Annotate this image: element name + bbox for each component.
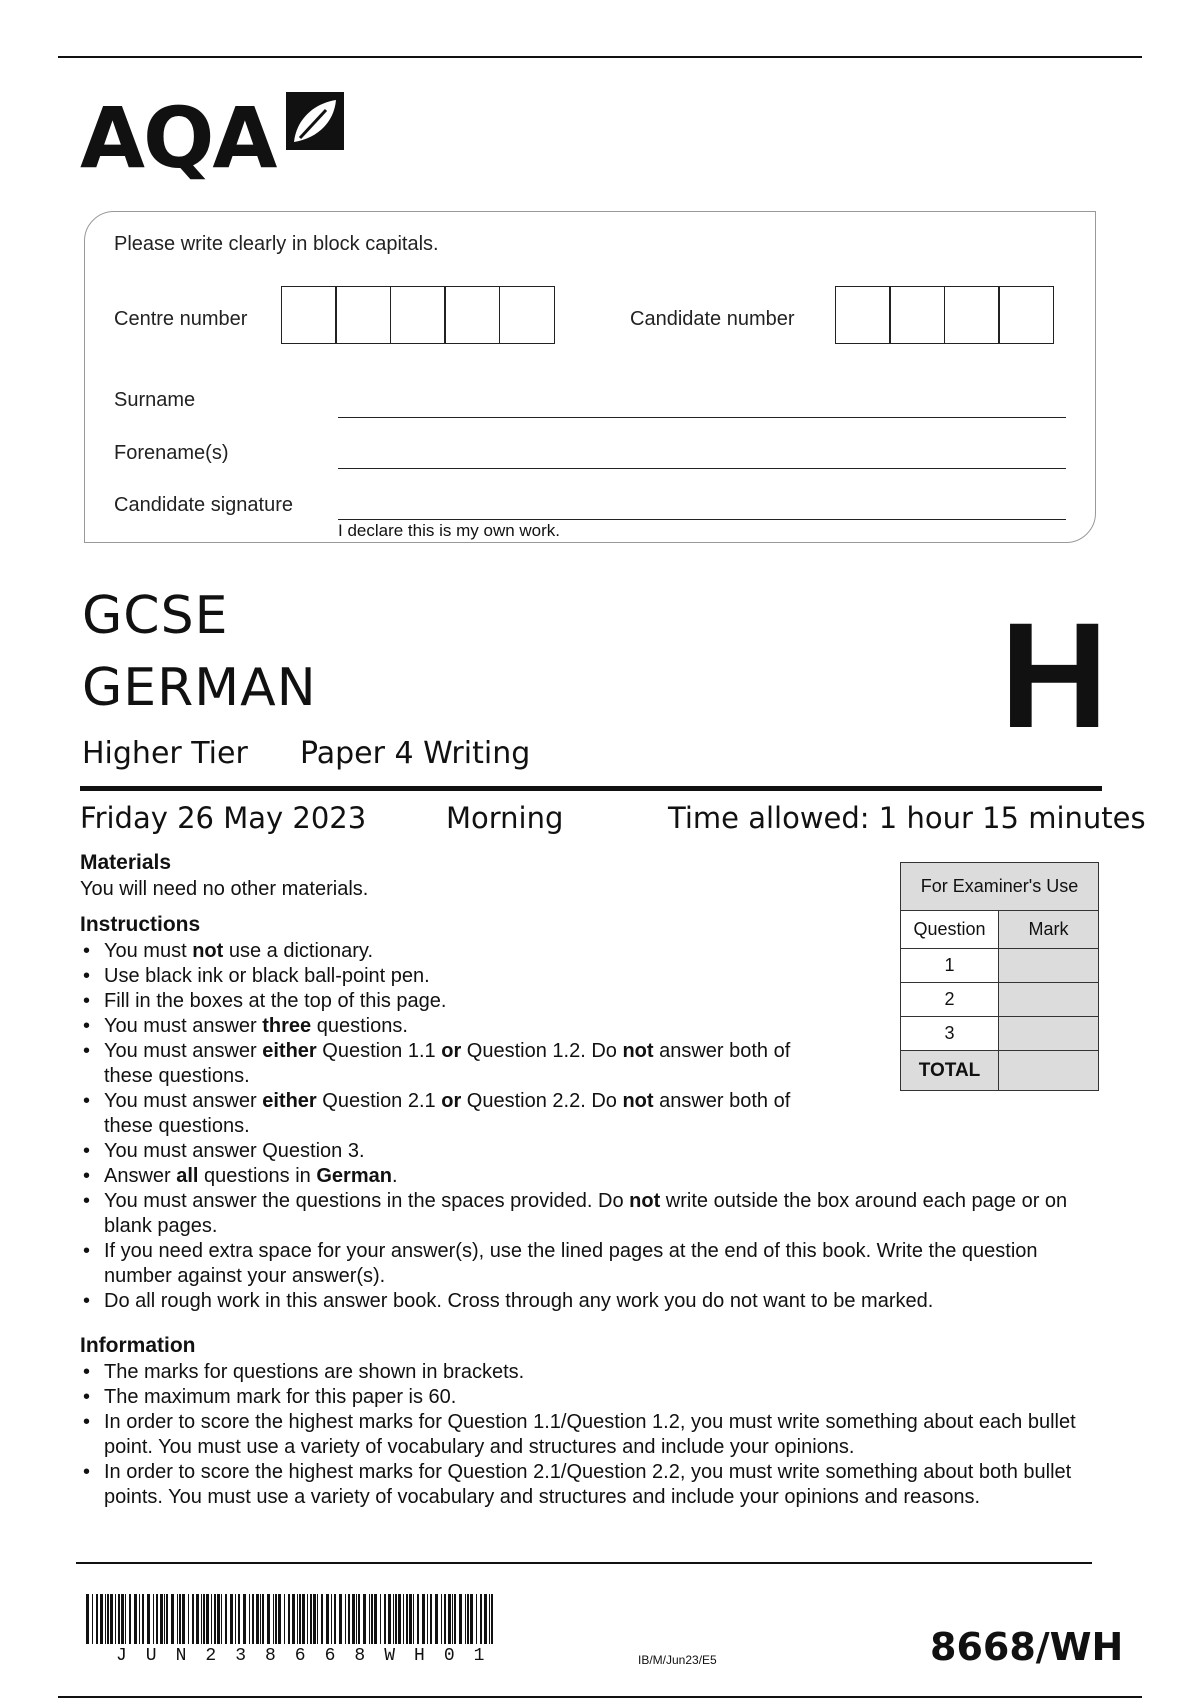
barcode-bar bbox=[334, 1594, 336, 1644]
instruction-item: • Do all rough work in this answer book. Cross through any work you do not want to be marked. bbox=[80, 1289, 1104, 1314]
centre-digit-box[interactable] bbox=[390, 286, 446, 344]
aqa-logo bbox=[80, 88, 350, 188]
instruction-item: • You must answer either Question 1.1 or Question 1.2. Do not answer both of these questions. bbox=[80, 1039, 844, 1089]
barcode-bar bbox=[427, 1594, 428, 1644]
top-rule bbox=[58, 56, 1142, 58]
barcode-bar bbox=[480, 1594, 482, 1644]
barcode-bar bbox=[182, 1594, 185, 1644]
barcode-bar bbox=[380, 1594, 381, 1644]
barcode-bar bbox=[134, 1594, 137, 1644]
barcode-bar bbox=[156, 1594, 158, 1644]
barcode-bar bbox=[256, 1594, 259, 1644]
surname-label: Surname bbox=[114, 389, 196, 411]
barcode-bar bbox=[129, 1594, 131, 1644]
barcode-bar bbox=[371, 1594, 373, 1644]
barcode-bar bbox=[413, 1594, 414, 1644]
barcode-bar bbox=[273, 1594, 274, 1644]
barcode-bar bbox=[352, 1594, 355, 1644]
barcode-bar bbox=[321, 1594, 323, 1644]
barcode-bar bbox=[299, 1594, 301, 1644]
barcode-bar bbox=[107, 1594, 109, 1644]
barcode-bar bbox=[348, 1594, 350, 1644]
barcode-bar bbox=[435, 1594, 438, 1644]
centre-digit-box[interactable] bbox=[281, 286, 337, 344]
logo-text: AQA bbox=[80, 89, 276, 187]
barcode-bar bbox=[317, 1594, 318, 1644]
centre-digit-box[interactable] bbox=[499, 286, 555, 344]
barcode-bar bbox=[275, 1594, 277, 1644]
barcode-bar bbox=[476, 1594, 477, 1644]
bottom-rule bbox=[58, 1696, 1142, 1698]
barcode-bar bbox=[201, 1594, 202, 1644]
barcode-bar bbox=[398, 1594, 401, 1644]
barcode-bar bbox=[278, 1594, 281, 1644]
tier-letter: H bbox=[1000, 591, 1109, 759]
barcode-bar bbox=[115, 1594, 116, 1644]
barcode-bar bbox=[142, 1594, 144, 1644]
barcode-bar bbox=[448, 1594, 451, 1644]
instruction-item: • Answer all questions in German. bbox=[80, 1164, 844, 1189]
mark-column-header: Mark bbox=[999, 911, 1099, 949]
barcode-bar bbox=[331, 1594, 332, 1644]
barcode-bar bbox=[267, 1594, 270, 1644]
instruction-item: • Fill in the boxes at the top of this page. bbox=[80, 989, 844, 1014]
barcode-bar bbox=[192, 1594, 194, 1644]
exam-date: Friday 26 May 2023 bbox=[80, 801, 367, 835]
barcode-bar bbox=[166, 1594, 168, 1644]
instruction-item: • You must answer three questions. bbox=[80, 1014, 844, 1039]
barcode-bar bbox=[177, 1594, 178, 1644]
barcode-bar bbox=[484, 1594, 487, 1644]
barcode-bar bbox=[326, 1594, 329, 1644]
barcode-bar bbox=[454, 1594, 456, 1644]
qualification-title: GCSE bbox=[82, 586, 229, 646]
barcode-bar bbox=[292, 1594, 295, 1644]
barcode-bar bbox=[395, 1594, 397, 1644]
subject-title: GERMAN bbox=[82, 658, 317, 718]
barcode-bar bbox=[297, 1594, 298, 1644]
paper-label: Paper 4 Writing bbox=[300, 736, 531, 771]
barcode-bar bbox=[260, 1594, 261, 1644]
instruction-item: • If you need extra space for your answer(s), use the lined pages at the end of this book. Write the question number against your answer(s). bbox=[80, 1239, 1104, 1289]
information-item: • In order to score the highest marks for Question 1.1/Question 1.2, you must write something about each bullet point. You must use a variety of vocabulary and structures and include your opinions. bbox=[80, 1410, 1080, 1460]
barcode-bar bbox=[153, 1594, 154, 1644]
barcode-bar bbox=[470, 1594, 473, 1644]
barcode-bar bbox=[388, 1594, 391, 1644]
question-column-header: Question bbox=[901, 911, 999, 949]
barcode-bar bbox=[465, 1594, 466, 1644]
barcode-bar bbox=[147, 1594, 150, 1644]
barcode-bar bbox=[489, 1594, 490, 1644]
tier-label: Higher Tier bbox=[82, 736, 248, 771]
barcode-bar bbox=[235, 1594, 236, 1644]
total-label: TOTAL bbox=[901, 1051, 999, 1091]
barcode-bar bbox=[249, 1594, 250, 1644]
barcode-bar bbox=[203, 1594, 205, 1644]
forename-line[interactable] bbox=[338, 468, 1066, 469]
barcode-bar bbox=[307, 1594, 308, 1644]
barcode-bar bbox=[214, 1594, 216, 1644]
mark-cell bbox=[999, 1017, 1099, 1051]
centre-number-label: Centre number bbox=[114, 308, 248, 330]
examiners-use-table bbox=[900, 862, 1099, 1091]
time-allowed: Time allowed: 1 hour 15 minutes bbox=[668, 801, 1146, 835]
information-heading: Information bbox=[80, 1334, 196, 1357]
barcode-bar bbox=[374, 1594, 377, 1644]
barcode-bar bbox=[459, 1594, 462, 1644]
title-rule bbox=[80, 786, 1102, 791]
footer-rule bbox=[76, 1562, 1092, 1564]
barcode-bar bbox=[118, 1594, 120, 1644]
barcode-bar bbox=[86, 1594, 89, 1644]
barcode-bar bbox=[310, 1594, 312, 1644]
barcode-bar bbox=[92, 1594, 93, 1644]
barcode-bar bbox=[171, 1594, 174, 1644]
barcode-bar bbox=[164, 1594, 165, 1644]
block-capitals-instruction: Please write clearly in block capitals. bbox=[114, 233, 439, 255]
barcode-bar bbox=[121, 1594, 124, 1644]
instruction-item: • You must answer Question 3. bbox=[80, 1139, 844, 1164]
materials-text: You will need no other materials. bbox=[80, 878, 369, 900]
information-item: • The maximum mark for this paper is 60. bbox=[80, 1385, 1080, 1410]
barcode-bar bbox=[288, 1594, 290, 1644]
barcode-bar bbox=[110, 1594, 113, 1644]
instructions-heading: Instructions bbox=[80, 913, 201, 936]
candidate-digit-box[interactable] bbox=[889, 286, 945, 344]
centre-digit-box[interactable] bbox=[444, 286, 500, 344]
materials-heading: Materials bbox=[80, 851, 172, 874]
barcode-bar bbox=[417, 1594, 419, 1644]
barcode-bar bbox=[196, 1594, 199, 1644]
information-item: • The marks for questions are shown in brackets. bbox=[80, 1360, 1080, 1385]
mark-cell bbox=[999, 983, 1099, 1017]
question-number: 2 bbox=[901, 983, 999, 1017]
barcode-bar bbox=[252, 1594, 254, 1644]
question-number: 3 bbox=[901, 1017, 999, 1051]
information-item: • In order to score the highest marks for Question 2.1/Question 2.2, you must write something about both bullet points. You must use a variety of vocabulary and structures and include your opinions and reasons. bbox=[80, 1460, 1080, 1510]
barcode-bar bbox=[262, 1594, 264, 1644]
barcode-bar bbox=[225, 1594, 227, 1644]
candidate-digit-box[interactable] bbox=[835, 286, 891, 344]
barcode-bar bbox=[188, 1594, 189, 1644]
mark-cell bbox=[999, 949, 1099, 983]
examiner-table-title: For Examiner's Use bbox=[901, 863, 1099, 911]
barcode-bar bbox=[211, 1594, 212, 1644]
barcode-bar bbox=[384, 1594, 386, 1644]
instruction-item: • Use black ink or black ball-point pen. bbox=[80, 964, 844, 989]
barcode-bar bbox=[358, 1594, 360, 1644]
barcode-bar bbox=[100, 1594, 103, 1644]
paper-code: 8668/WH bbox=[930, 1625, 1124, 1669]
candidate-digit-box[interactable] bbox=[998, 286, 1054, 344]
forename-label: Forename(s) bbox=[114, 442, 229, 464]
surname-line[interactable] bbox=[338, 417, 1066, 418]
barcode-bar bbox=[125, 1594, 126, 1644]
barcode-bar bbox=[217, 1594, 220, 1644]
centre-number-boxes[interactable] bbox=[282, 286, 555, 344]
information-list bbox=[80, 1360, 1080, 1510]
barcode-bar bbox=[284, 1594, 285, 1644]
barcode-bar bbox=[206, 1594, 209, 1644]
barcode-bar bbox=[96, 1594, 98, 1644]
centre-digit-box[interactable] bbox=[335, 286, 391, 344]
barcode-bar bbox=[238, 1594, 240, 1644]
barcode-bar bbox=[406, 1594, 408, 1644]
total-mark-cell bbox=[999, 1051, 1099, 1091]
barcode-bar bbox=[444, 1594, 446, 1644]
leaf-icon bbox=[286, 92, 344, 150]
barcode-bar bbox=[393, 1594, 394, 1644]
barcode-text: JUN238668WH01 bbox=[116, 1646, 504, 1666]
instruction-item: • You must not use a dictionary. bbox=[80, 939, 844, 964]
barcode-bar bbox=[363, 1594, 366, 1644]
candidate-digit-box[interactable] bbox=[944, 286, 1000, 344]
candidate-number-boxes[interactable] bbox=[836, 286, 1054, 344]
instruction-item: • You must answer either Question 2.1 or Question 2.2. Do not answer both of these questions. bbox=[80, 1089, 844, 1139]
barcode-bar bbox=[369, 1594, 370, 1644]
barcode-bar bbox=[345, 1594, 346, 1644]
exam-session: Morning bbox=[446, 801, 564, 835]
instruction-item: • You must answer the questions in the spaces provided. Do not write outside the box around each page or on blank pages. bbox=[80, 1189, 1104, 1239]
signature-line[interactable] bbox=[338, 519, 1066, 520]
barcode-bar bbox=[339, 1594, 342, 1644]
barcode-bar bbox=[441, 1594, 442, 1644]
barcode-bar bbox=[230, 1594, 233, 1644]
paper-reference: IB/M/Jun23/E5 bbox=[638, 1653, 717, 1667]
barcode-bar bbox=[422, 1594, 425, 1644]
barcode-bar bbox=[179, 1594, 181, 1644]
barcode-bar bbox=[313, 1594, 316, 1644]
barcode-bar bbox=[452, 1594, 453, 1644]
candidate-number-label: Candidate number bbox=[630, 308, 795, 330]
declaration-text: I declare this is my own work. bbox=[338, 521, 561, 540]
barcode-bar bbox=[467, 1594, 469, 1644]
barcode-bar bbox=[139, 1594, 140, 1644]
signature-label: Candidate signature bbox=[114, 494, 294, 516]
question-number: 1 bbox=[901, 949, 999, 983]
barcode-bar bbox=[430, 1594, 432, 1644]
barcode-bar bbox=[243, 1594, 246, 1644]
barcode-bar bbox=[160, 1594, 163, 1644]
barcode-bar bbox=[409, 1594, 412, 1644]
barcode-bar bbox=[356, 1594, 357, 1644]
barcode-bar bbox=[491, 1594, 493, 1644]
barcode-bar bbox=[403, 1594, 404, 1644]
barcode-bar bbox=[302, 1594, 305, 1644]
barcode bbox=[86, 1594, 496, 1652]
barcode-bar bbox=[221, 1594, 222, 1644]
barcode-bar bbox=[105, 1594, 106, 1644]
